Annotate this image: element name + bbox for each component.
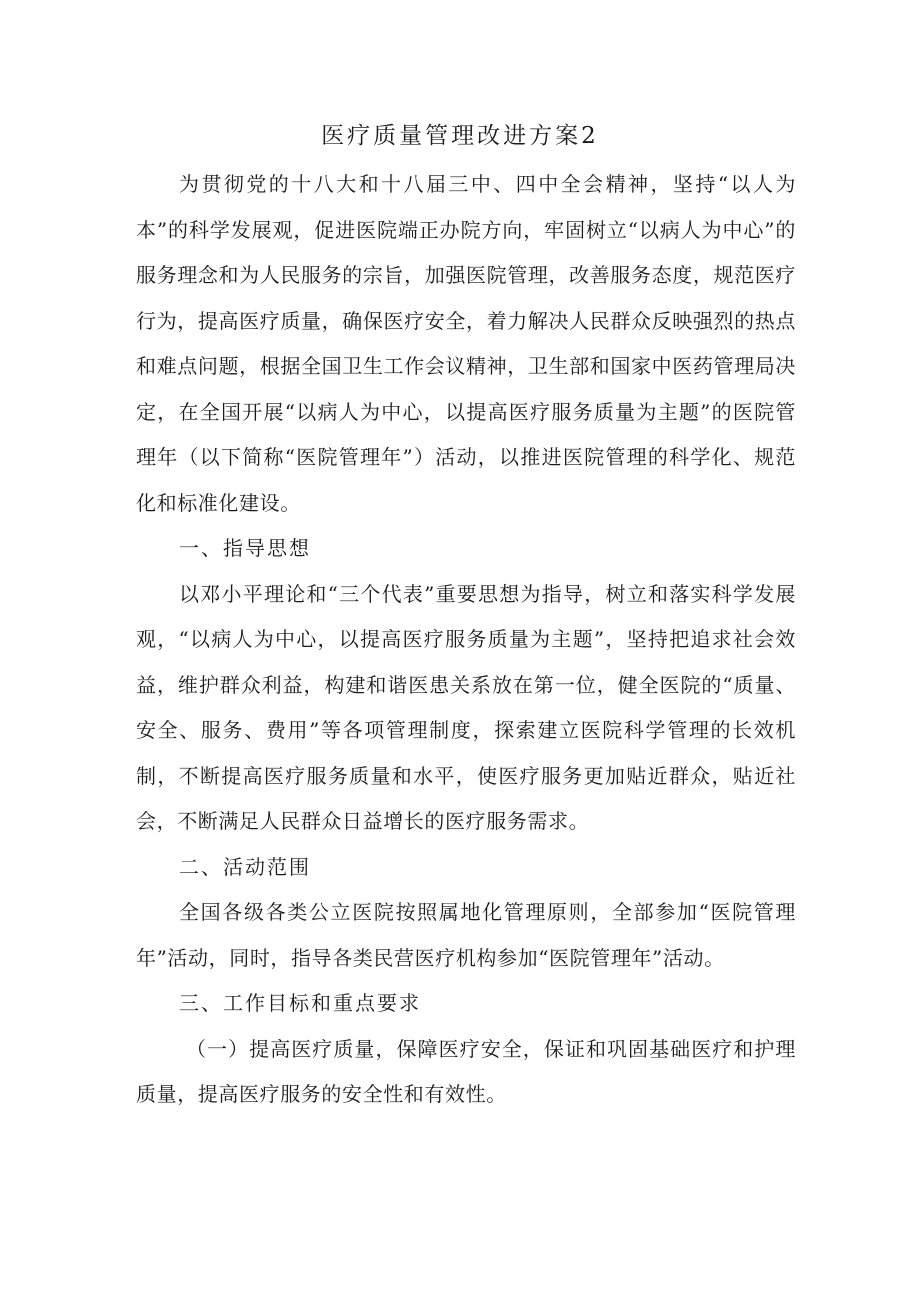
goal-item-1: （一）提高医疗质量，保障医疗安全，保证和巩固基础医疗和护理质量，提高医疗服务的安全性和有效性。 — [136, 1036, 796, 1106]
document-title: 医疗质量管理改进方案2 — [321, 123, 599, 149]
document-body — [136, 162, 796, 1118]
section-body-activity-scope: 全国各级各类公立医院按照属地化管理原则，全部参加“医院管理年”活动，同时，指导各类民营医疗机构参加“医院管理年”活动。 — [136, 900, 796, 970]
section-heading-activity-scope: 二、活动范围 — [179, 854, 311, 879]
section-body-guiding-ideology: 以邓小平理论和“三个代表”重要思想为指导，树立和落实科学发展观，“以病人为中心，以提高医疗服务质量为主题”，坚持把追求社会效益，维护群众利益，构建和谐医患关系放在第一位，健全医院的“质量、安全、服务、费用”等各项管理制度，探索建立医院科学管理的长效机制，不断提高医疗服务质量和水平，使医疗服务更加贴近群众，贴近社会，不断满足人民群众日益增长的医疗服务需求。 — [136, 581, 796, 833]
intro-paragraph: 为贯彻党的十八大和十八届三中、四中全会精神，坚持“以人为本”的科学发展观，促进医院端正办院方向，牢固树立“以病人为中心”的服务理念和为人民服务的宗旨，加强医院管理，改善服务态度，规范医疗行为，提高医疗质量，确保医疗安全，着力解决人民群众反映强烈的热点和难点问题，根据全国卫生工作会议精神，卫生部和国家中医药管理局决定，在全国开展“以病人为中心，以提高医疗服务质量为主题”的医院管理年（以下简称“医院管理年”）活动，以推进医院管理的科学化、规范化和标准化建设。 — [136, 172, 796, 515]
section-heading-guiding-ideology: 一、指导思想 — [179, 536, 311, 560]
section-heading-goals: 三、工作目标和重点要求 — [179, 991, 421, 1015]
